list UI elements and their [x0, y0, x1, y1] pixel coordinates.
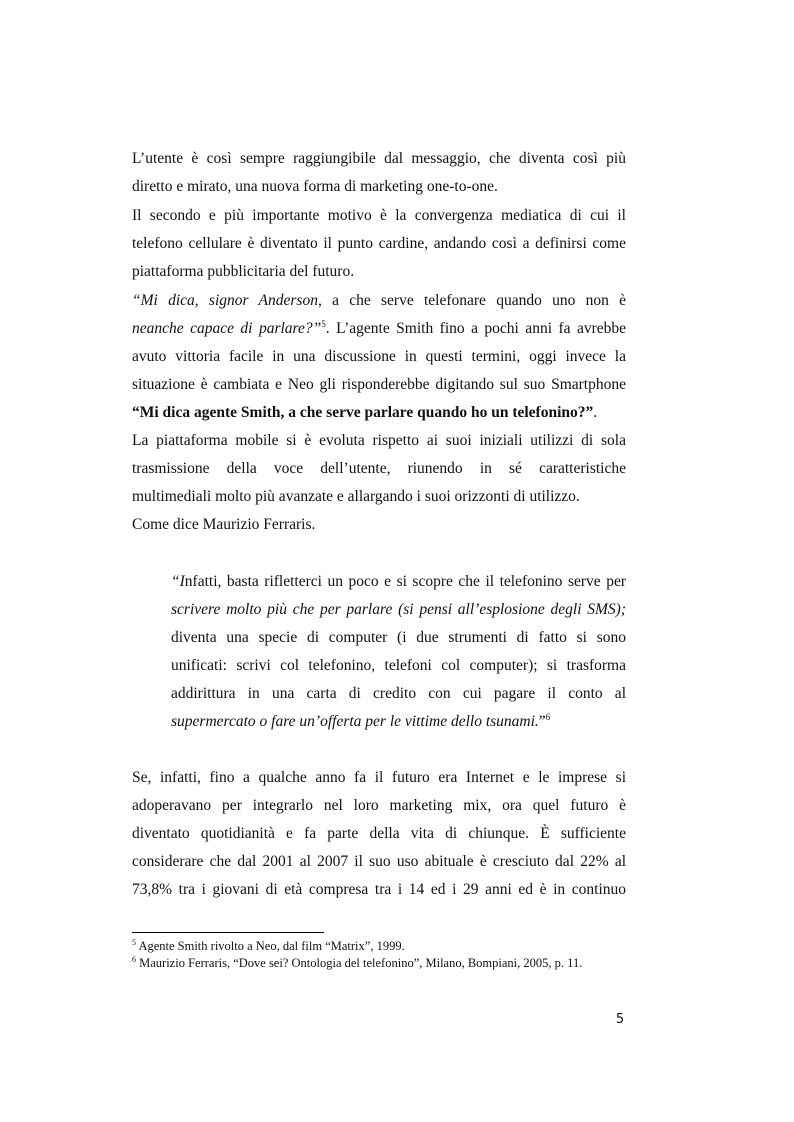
paragraph-line: trasmissione della voce dell’utente, riunendo in sé caratteristiche	[132, 460, 626, 477]
paragraph-line: avuto vittoria facile in una discussione in questi termini, oggi invece la	[132, 348, 626, 365]
paragraph-line: L’utente è così sempre raggiungibile dal messaggio, che diventa così più	[132, 150, 626, 167]
paragraph-line: multimediali molto più avanzate e allargando i suoi orizzonti di utilizzo.	[132, 488, 580, 505]
footnote: $^6$ Maurizio Ferraris, “Dove sei? Ontologia del telefonino”, Milano, Bompiani, 2005, p. 11.	[132, 955, 583, 970]
paragraph-line: Come dice Maurizio Ferraris.	[132, 516, 316, 533]
blockquote-line: unificati: scrivi col telefonino, telefoni col computer); si trasforma	[171, 657, 626, 674]
paragraph-line: Se, infatti, fino a qualche anno fa il futuro era Internet e le imprese si	[132, 769, 626, 786]
paragraph-line: 73,8% tra i giovani di età compresa tra i 14 ed i 29 anni ed è in continuo	[132, 881, 626, 898]
paragraph-line: neanche capace di parlare?”$^5$. L’agente Smith fino a pochi anni fa avrebbe	[132, 319, 626, 337]
blockquote-line: addirittura in una carta di credito con cui pagare il conto al	[171, 685, 626, 702]
paragraph-line: situazione è cambiata e Neo gli risponderebbe digitando sul suo Smartphone	[132, 376, 626, 393]
footnote-ref: 6	[545, 712, 551, 722]
film-quote: neanche capace di parlare?”	[132, 320, 322, 337]
paragraph-line: “Mi dica, signor Anderson, a che serve telefonare quando uno non è	[132, 292, 626, 309]
footnote-number: 5	[132, 938, 136, 947]
blockquote-line: supermercato o fare un’offerta per le vittime dello tsunami.”$^6$	[171, 712, 551, 730]
footnote-number: 6	[132, 955, 136, 964]
film-quote: “Mi dica, signor Anderson,	[132, 292, 322, 309]
paragraph-line: telefono cellulare è diventato il punto cardine, andando così a definirsi come	[132, 235, 626, 252]
footnote: $^5$ Agente Smith rivolto a Neo, dal film “Matrix”, 1999.	[132, 938, 405, 953]
paragraph-line: “Mi dica agente Smith, a che serve parlare quando ho un telefonino?”.	[132, 404, 598, 421]
paragraph-line: diventato quotidianità e fa parte della vita di chiunque. È sufficiente	[132, 825, 626, 842]
bold-quote: “Mi dica agente Smith, a che serve parlare quando ho un telefonino?”	[132, 404, 594, 421]
paragraph-line: adoperavano per integrarlo nel loro marketing mix, ora quel futuro è	[132, 797, 626, 814]
paragraph-line: Il secondo e più importante motivo è la convergenza mediatica di cui il	[132, 207, 626, 224]
blockquote-line: diventa una specie di computer (i due strumenti di fatto si sono	[171, 629, 626, 646]
footnote-divider	[132, 932, 324, 933]
paragraph-line: considerare che dal 2001 al 2007 il suo uso abituale è cresciuto dal 22% al	[132, 853, 626, 870]
blockquote-line: “Infatti, basta rifletterci un poco e si scopre che il telefonino serve per	[171, 573, 626, 590]
paragraph-line: piattaforma pubblicitaria del futuro.	[132, 263, 355, 280]
paragraph-line: diretto e mirato, una nuova forma di marketing one-to-one.	[132, 178, 498, 195]
page-number: 5	[615, 1012, 625, 1027]
blockquote-line: scrivere molto più che per parlare (si pensi all’esplosione degli SMS);	[171, 601, 626, 618]
footnote-ref: 5	[321, 319, 326, 329]
paragraph-line: La piattaforma mobile si è evoluta rispetto ai suoi iniziali utilizzi di sola	[132, 432, 626, 449]
